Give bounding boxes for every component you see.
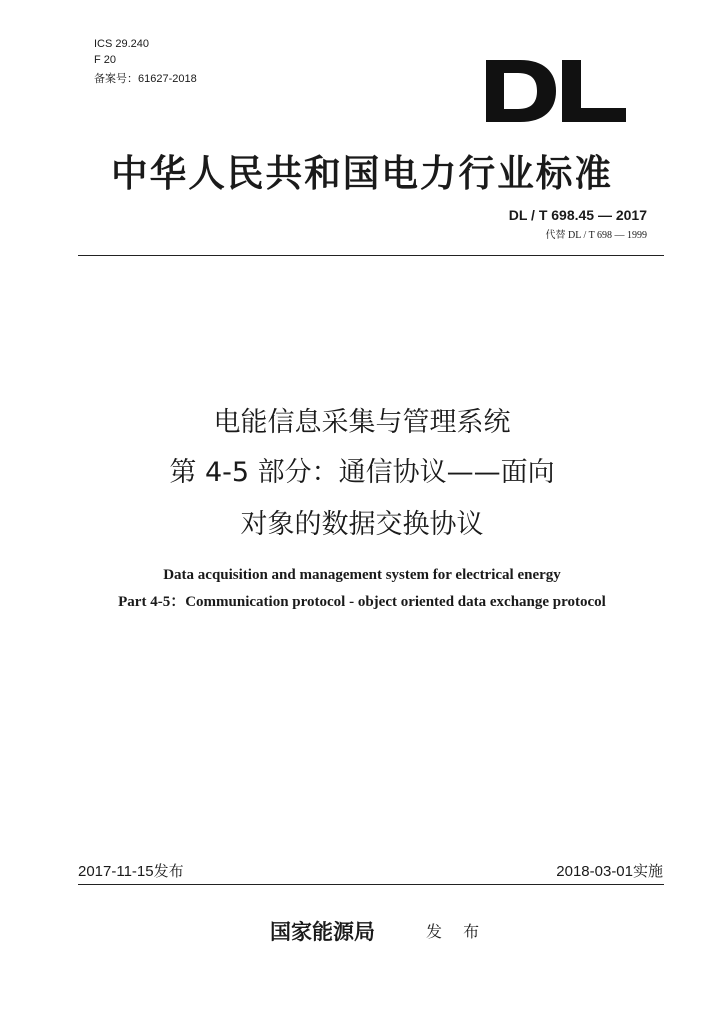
cn-title-line-1: 电能信息采集与管理系统 bbox=[213, 407, 511, 438]
standard-number: DL / T 698.45 — 2017 bbox=[508, 207, 647, 223]
logo-letter-l bbox=[562, 60, 626, 122]
implementation-date: 2018-03-01实施 bbox=[556, 863, 663, 880]
issue-date: 2017-11-15发布 bbox=[78, 863, 184, 880]
cn-title-line-3: 对象的数据交换协议 bbox=[240, 509, 484, 540]
issuing-authority: 国家能源局 bbox=[270, 919, 375, 944]
dl-logo-icon bbox=[486, 60, 626, 122]
issue-action: 发 布 bbox=[426, 922, 488, 941]
ccs-code: F 20 bbox=[94, 54, 117, 66]
industry-standard-title: 中华人民共和国电力行业标准 bbox=[111, 152, 613, 195]
top-divider bbox=[78, 255, 664, 256]
ics-code: ICS 29.240 bbox=[94, 38, 150, 50]
replaces-standard: 代替 DL / T 698 — 1999 bbox=[545, 230, 647, 241]
en-title-line-1: Data acquisition and management system for electrical energy bbox=[163, 567, 561, 583]
logo-letter-d bbox=[486, 60, 556, 122]
cn-title-line-2: 第 4-5 部分：通信协议——面向 bbox=[169, 457, 555, 488]
en-title-line-2: Part 4-5：Communication protocol - object oriented data exchange protocol bbox=[118, 594, 606, 610]
filing-number: 备案号：61627-2018 bbox=[94, 73, 197, 85]
bottom-divider bbox=[78, 884, 664, 885]
